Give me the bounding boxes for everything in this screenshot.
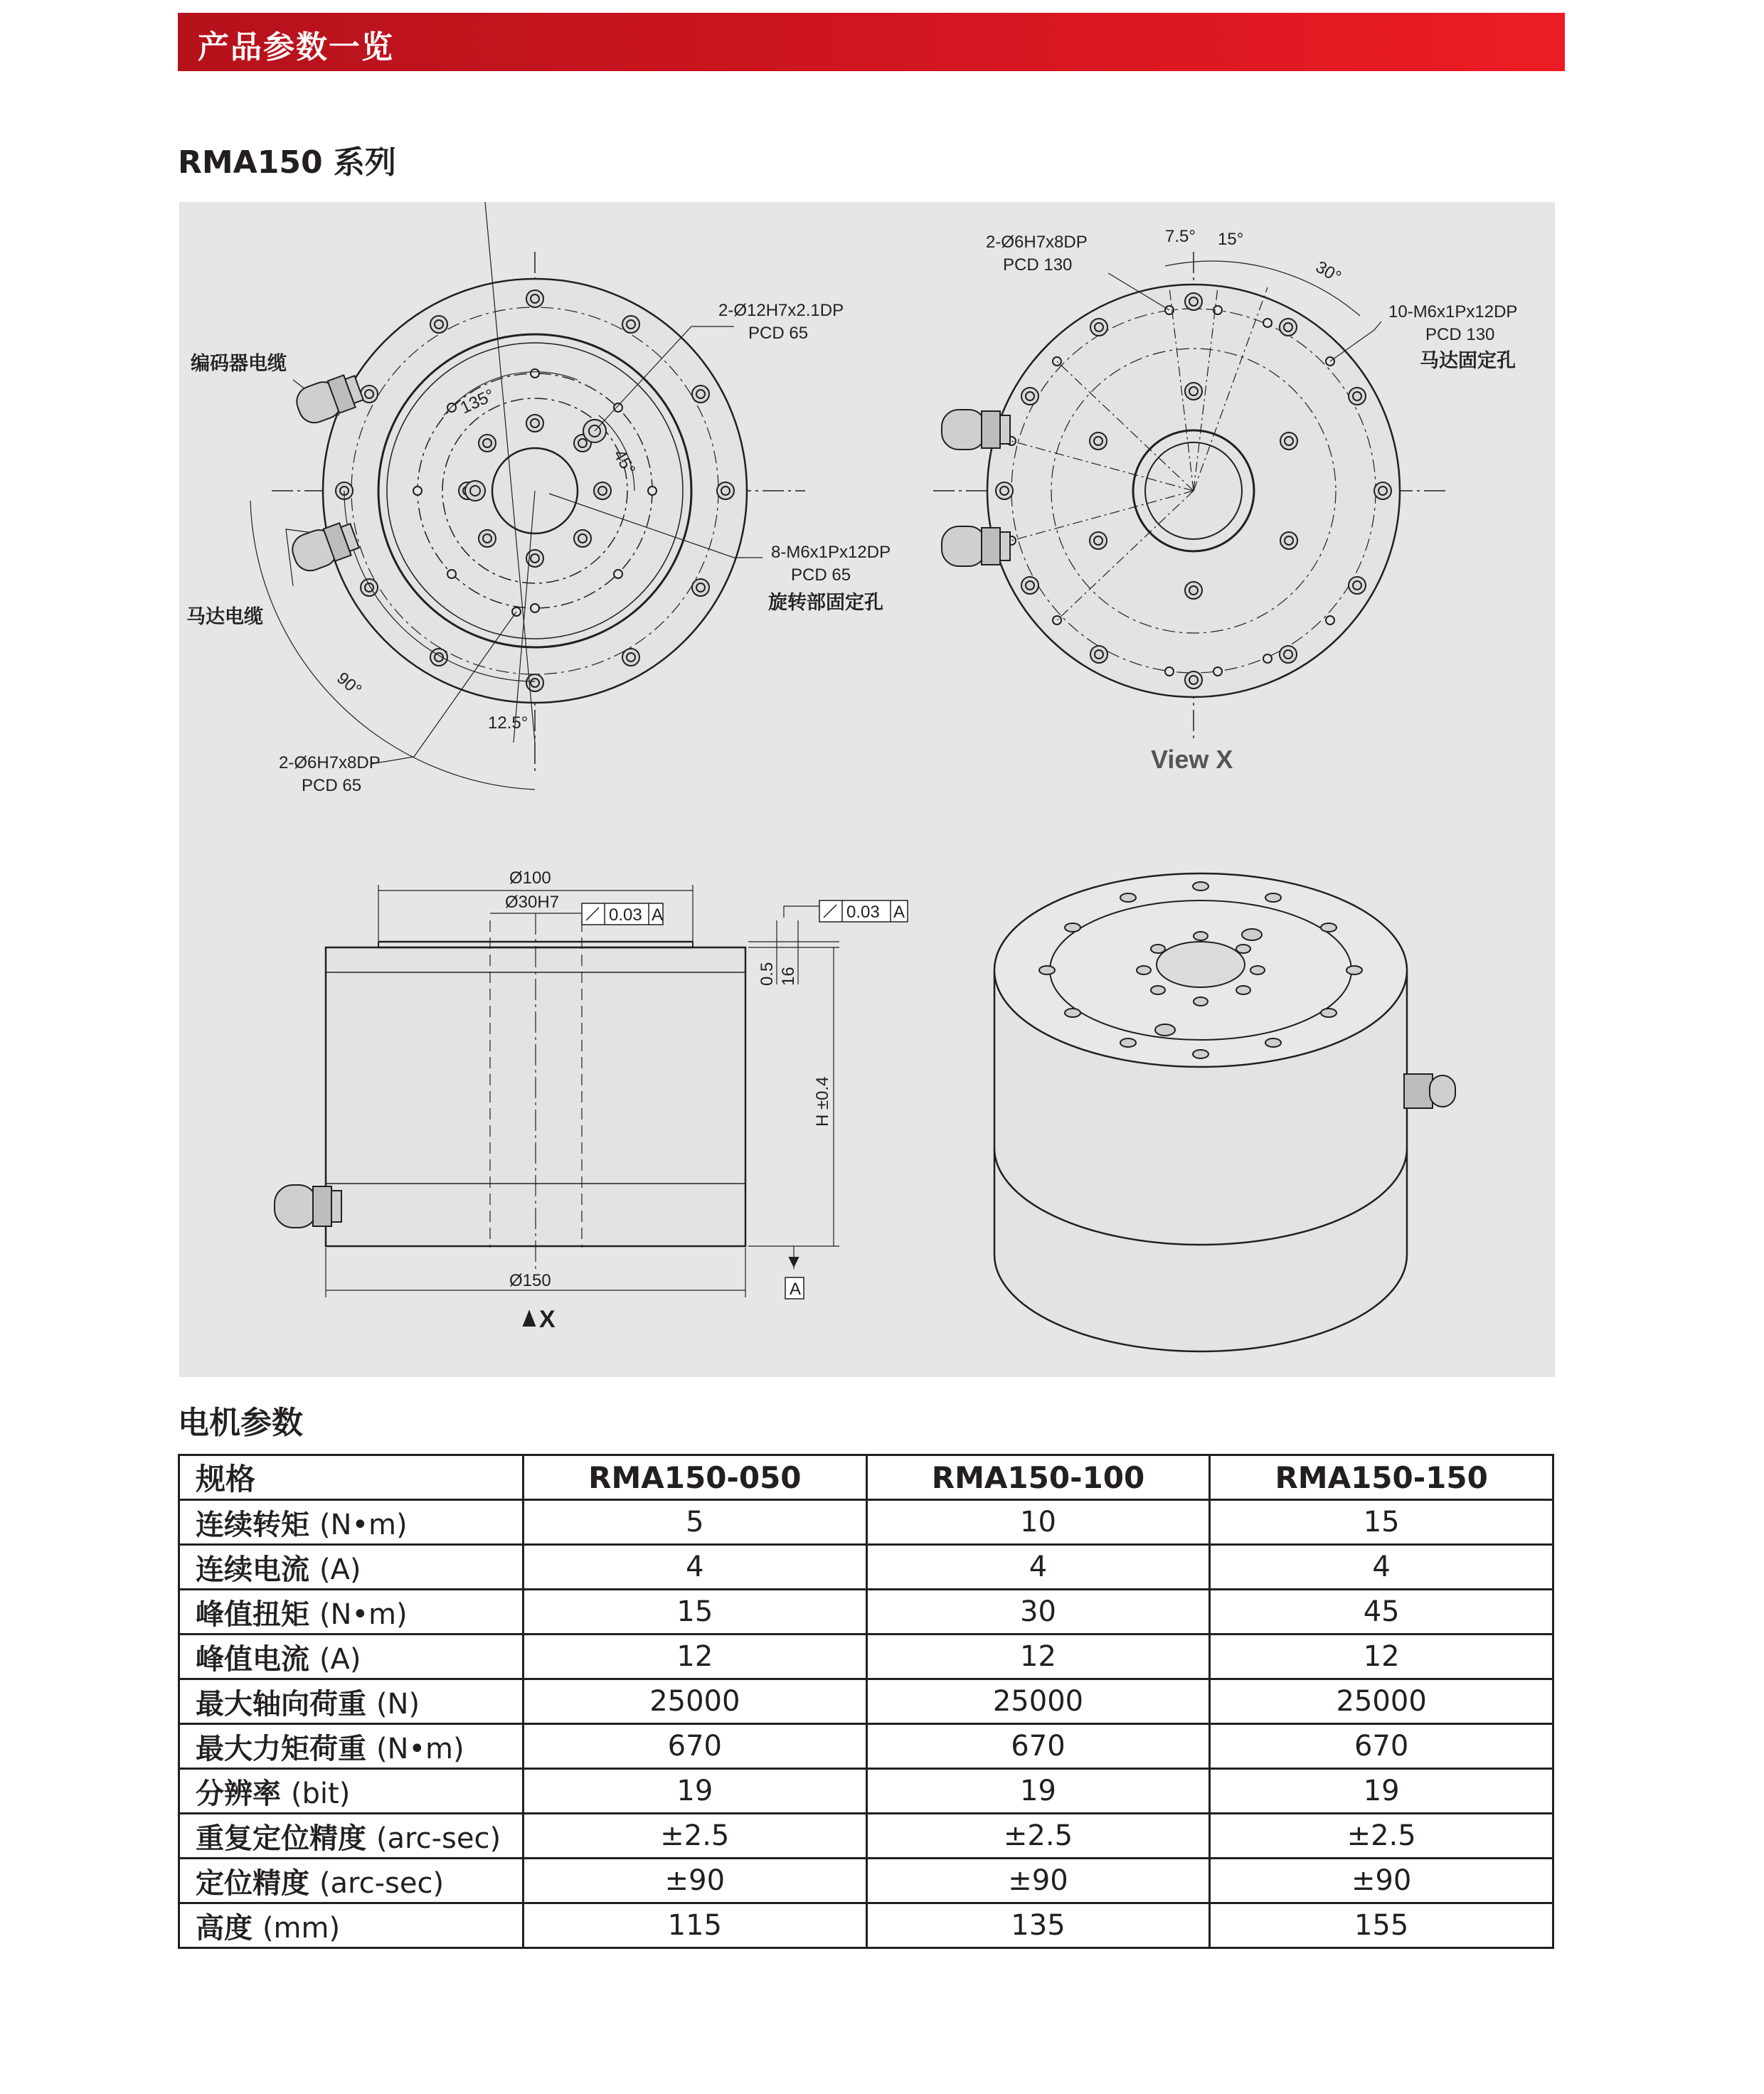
table-cell: 10: [866, 1500, 1210, 1545]
row-unit: (N•m): [319, 1598, 408, 1631]
table-cell: 25000: [524, 1679, 867, 1724]
dim-0-5: 0.5: [758, 962, 777, 986]
hole-e-pcd: PCD 130: [1425, 325, 1495, 344]
row-label-text: 最大轴向荷重: [196, 1687, 366, 1721]
top-view-right: [933, 252, 1445, 743]
table-cell: ±90: [866, 1859, 1210, 1903]
table-cell: 115: [524, 1903, 867, 1948]
hole-e-desc: 马达固定孔: [1420, 350, 1516, 371]
label-motor-cable: 马达电缆: [186, 606, 263, 627]
row-label: [179, 1500, 524, 1545]
angle-135: 135°: [457, 385, 498, 418]
row-label-text: 重复定位精度: [196, 1822, 366, 1855]
row-unit: (N): [376, 1687, 420, 1721]
angle-15: 15°: [1218, 230, 1244, 249]
table-cell: 25000: [866, 1679, 1210, 1724]
row-label-text: 定位精度: [196, 1866, 309, 1900]
label-encoder-cable: 编码器电缆: [191, 353, 287, 374]
motor-params-table: [178, 1454, 1554, 1949]
hole-a-pcd: PCD 65: [748, 324, 809, 343]
table-row: [179, 1724, 1553, 1769]
table-cell: 4: [866, 1545, 1210, 1590]
table-row: [179, 1859, 1553, 1903]
angle-30: 30°: [1312, 257, 1344, 287]
table-header-row: [179, 1455, 1553, 1500]
table-cell: 19: [866, 1769, 1210, 1814]
row-unit: (A): [319, 1553, 361, 1586]
datum-ref-1: A: [652, 905, 664, 925]
row-label: [179, 1769, 524, 1814]
technical-drawing: [179, 202, 1555, 1377]
row-unit: (A): [319, 1642, 361, 1676]
dim-dia-100: Ø100: [509, 868, 551, 888]
table-cell: 45: [1210, 1590, 1553, 1635]
model-header: RMA150-150: [1210, 1455, 1553, 1500]
row-label-text: 最大力矩荷重: [196, 1732, 366, 1765]
table-cell: 25000: [1210, 1679, 1553, 1724]
datum-ref-2: A: [893, 903, 905, 922]
row-label-text: 分辨率: [196, 1777, 281, 1810]
header-banner: [178, 13, 1565, 71]
row-unit: (arc-sec): [376, 1822, 501, 1855]
table-row: [179, 1500, 1553, 1545]
table-row: [179, 1590, 1553, 1635]
table-cell: ±2.5: [866, 1814, 1210, 1859]
row-label: [179, 1903, 524, 1948]
table-cell: 155: [1210, 1903, 1553, 1948]
table-cell: ±90: [1210, 1859, 1553, 1903]
row-label-text: 峰值扭矩: [196, 1598, 309, 1631]
table-cell: 15: [1210, 1500, 1553, 1545]
angle-7-5: 7.5°: [1165, 227, 1196, 246]
table-cell: 12: [866, 1635, 1210, 1679]
table-cell: 135: [866, 1903, 1210, 1948]
table-cell: 12: [524, 1635, 867, 1679]
row-unit: (N•m): [319, 1508, 408, 1541]
series-title: RMA150 系列: [178, 144, 396, 181]
view-arrow-x: X: [539, 1306, 556, 1333]
datum-a: A: [790, 1280, 802, 1299]
row-label-text: 连续转矩: [196, 1508, 309, 1541]
table-row: [179, 1814, 1553, 1859]
row-label: [179, 1679, 524, 1724]
table-cell: 15: [524, 1590, 867, 1635]
tolerance-1: 0.03: [609, 905, 642, 925]
table-cell: 5: [524, 1500, 867, 1545]
top-view-left: [250, 202, 805, 790]
table-cell: 4: [524, 1545, 867, 1590]
table-cell: 19: [1210, 1769, 1553, 1814]
dim-16: 16: [779, 967, 798, 986]
row-label: [179, 1590, 524, 1635]
dim-dia-150: Ø150: [509, 1271, 551, 1290]
view-x-label: View X: [1151, 745, 1233, 774]
row-label: [179, 1545, 524, 1590]
row-label-text: 高度: [196, 1911, 253, 1945]
table-row: [179, 1903, 1553, 1948]
table-cell: 19: [524, 1769, 867, 1814]
header-title: 产品参数一览: [198, 29, 394, 65]
table-cell: ±2.5: [1210, 1814, 1553, 1859]
row-unit: (N•m): [376, 1732, 464, 1765]
row-label-text: 连续电流: [196, 1553, 309, 1586]
row-label-text: 峰值电流: [196, 1642, 309, 1676]
table-cell: 670: [1210, 1724, 1553, 1769]
dim-dia-30: Ø30H7: [505, 893, 560, 912]
hole-c-spec: 2-Ø6H7x8DP: [279, 753, 381, 772]
angle-12-5: 12.5°: [488, 713, 528, 733]
row-label: [179, 1859, 524, 1903]
hole-b-spec: 8-M6x1Px12DP: [771, 543, 891, 562]
row-unit: (bit): [290, 1777, 351, 1810]
model-header: RMA150-050: [524, 1455, 867, 1500]
hole-e-spec: 10-M6x1Px12DP: [1388, 302, 1518, 321]
tolerance-2: 0.03: [846, 903, 880, 922]
dim-height: H ±0.4: [813, 1076, 832, 1127]
angle-45: 45°: [609, 446, 639, 479]
header-label: 规格: [179, 1455, 524, 1500]
row-label: [179, 1635, 524, 1679]
table-cell: 670: [524, 1724, 867, 1769]
table-cell: ±90: [524, 1859, 867, 1903]
hole-b-pcd: PCD 65: [791, 565, 851, 585]
table-row: [179, 1635, 1553, 1679]
model-header: RMA150-100: [866, 1455, 1210, 1500]
row-label: [179, 1724, 524, 1769]
hole-a-spec: 2-Ø12H7x2.1DP: [718, 301, 844, 320]
table-cell: 4: [1210, 1545, 1553, 1590]
row-unit: (mm): [262, 1911, 341, 1945]
table-row: [179, 1545, 1553, 1590]
table-cell: 670: [866, 1724, 1210, 1769]
table-row: [179, 1679, 1553, 1724]
table-cell: ±2.5: [524, 1814, 867, 1859]
hole-d-spec: 2-Ø6H7x8DP: [986, 233, 1088, 252]
row-unit: (arc-sec): [319, 1866, 445, 1900]
hole-c-pcd: PCD 65: [302, 776, 362, 795]
angle-90: 90°: [333, 668, 366, 700]
table-cell: 12: [1210, 1635, 1553, 1679]
table-row: [179, 1769, 1553, 1814]
hole-b-desc: 旋转部固定孔: [768, 592, 883, 613]
table-cell: 30: [866, 1590, 1210, 1635]
isometric-view: [994, 873, 1455, 1351]
motor-params-title: 电机参数: [178, 1405, 303, 1441]
row-label: [179, 1814, 524, 1859]
hole-d-pcd: PCD 130: [1003, 255, 1073, 275]
